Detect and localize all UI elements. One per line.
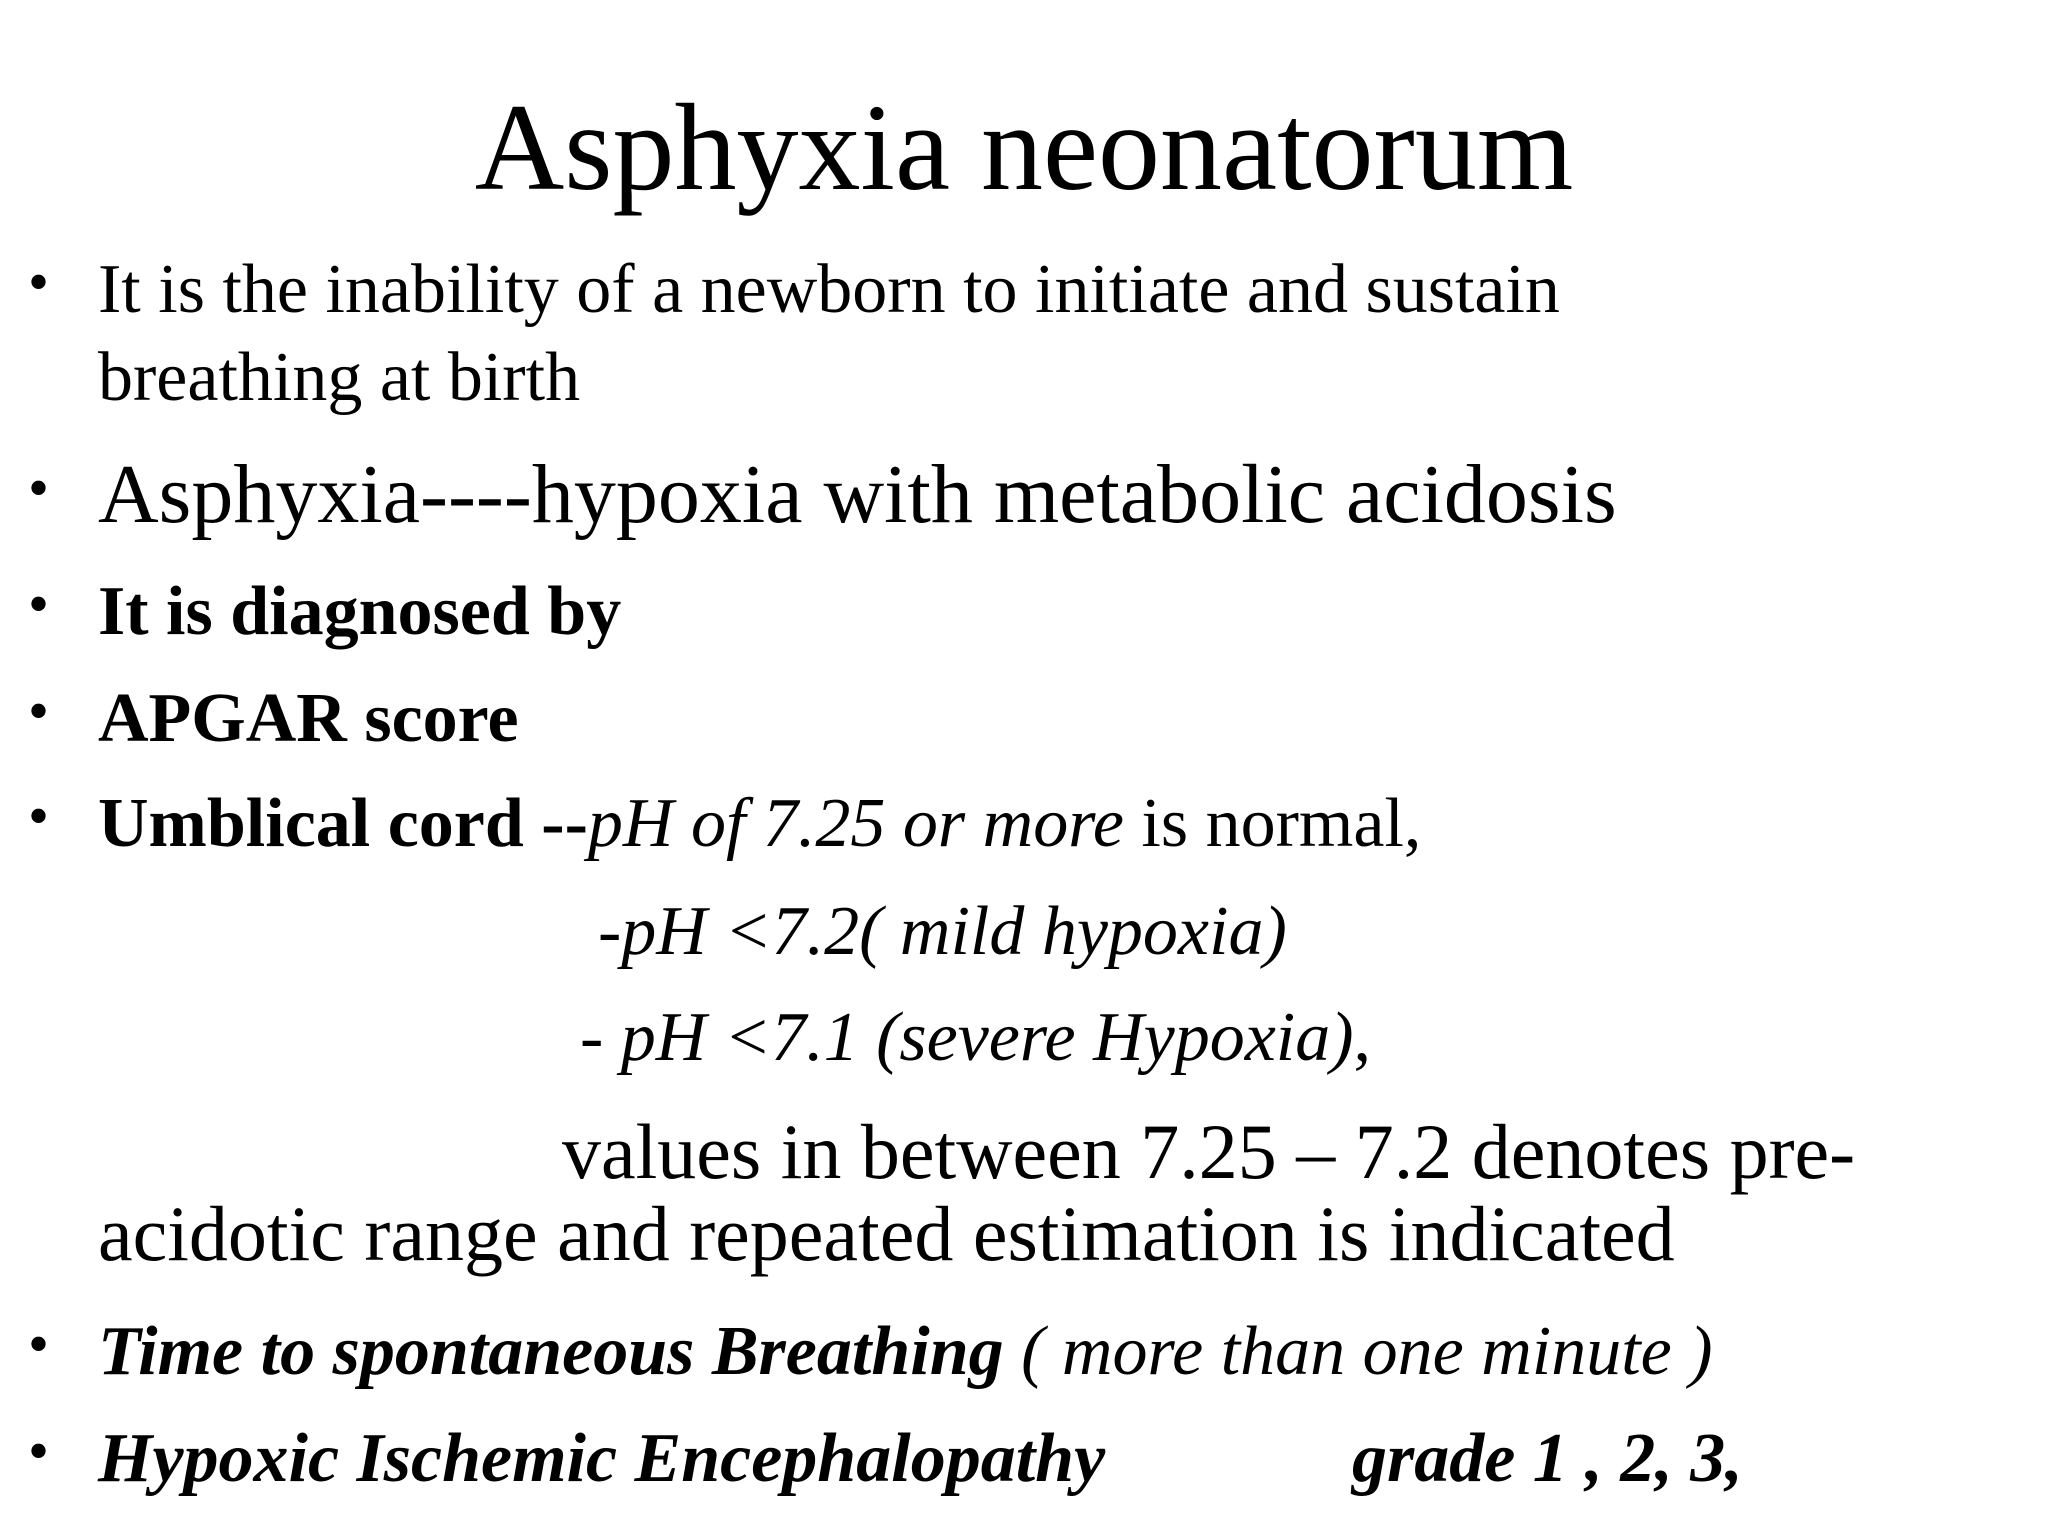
bullet-1-line-2: breathing at birth bbox=[98, 339, 581, 416]
bullet-icon: • bbox=[28, 455, 50, 521]
ph-normal-suffix: is normal, bbox=[1123, 785, 1422, 862]
ph-mild-hypoxia: -pH <7.2( mild hypoxia) bbox=[598, 893, 1287, 970]
ph-normal-value: pH of 7.25 or more bbox=[587, 785, 1124, 862]
preacidotic-line-2: acidotic range and repeated estimation is indicated bbox=[98, 1190, 1675, 1277]
bullet-6-text bbox=[98, 1312, 1713, 1392]
bullet-icon: • bbox=[28, 783, 50, 849]
spontaneous-breathing-label: Time to spontaneous Breathing bbox=[98, 1313, 1004, 1390]
bullet-1-line-1: It is the inability of a newborn to initiate and sustain bbox=[98, 251, 1560, 328]
bullet-icon: • bbox=[28, 571, 50, 637]
preacidotic-line-1: values in between 7.25 – 7.2 denotes pre- bbox=[562, 1108, 1856, 1195]
spontaneous-breathing-detail: ( more than one minute ) bbox=[1003, 1313, 1713, 1390]
bullet-4-text: APGAR score bbox=[98, 680, 519, 757]
bullet-icon: • bbox=[28, 249, 50, 315]
ph-severe-hypoxia: - pH <7.1 (severe Hypoxia) bbox=[580, 999, 1354, 1076]
umbilical-cord-label: Umblical cord -- bbox=[98, 785, 588, 862]
hie-label: Hypoxic Ischemic Encephalopathy bbox=[98, 1420, 1106, 1497]
bullet-icon: • bbox=[28, 1311, 50, 1377]
hie-grades: grade 1 , 2, 3, bbox=[1352, 1420, 1743, 1497]
slide-title: Asphyxia neonatorum bbox=[474, 79, 1574, 216]
bullet-3-text: It is diagnosed by bbox=[98, 573, 622, 650]
bullet-icon: • bbox=[28, 1418, 50, 1484]
ph-severe-hypoxia-line bbox=[580, 998, 1371, 1078]
ph-severe-hypoxia-tail: , bbox=[1353, 999, 1372, 1076]
bullet-icon: • bbox=[28, 678, 50, 744]
bullet-5-line-1 bbox=[98, 784, 1421, 864]
bullet-2-text: Asphyxia----hypoxia with metabolic acidosis bbox=[98, 448, 1617, 541]
